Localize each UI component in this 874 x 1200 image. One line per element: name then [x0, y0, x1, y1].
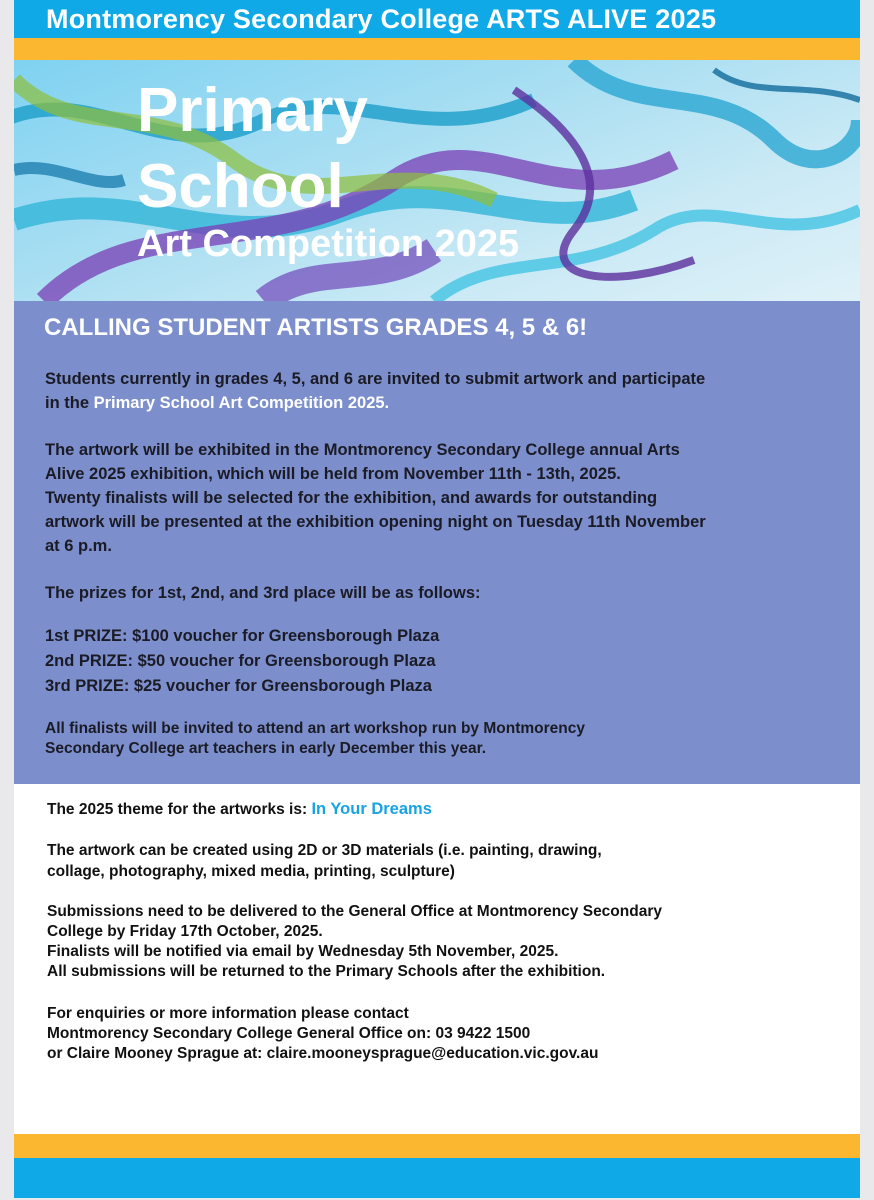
banner: [14, 60, 860, 301]
gold-divider-top: [14, 38, 860, 60]
intro-line-2: [45, 391, 389, 415]
gold-divider-bottom: [14, 1134, 860, 1158]
call-heading: CALLING STUDENT ARTISTS GRADES 4, 5 & 6!: [44, 314, 588, 341]
submission-line: Submissions need to be delivered to the General Office at Montmorency Secondary: [47, 903, 662, 920]
theme-label: The 2025 theme for the artworks is:: [47, 801, 312, 818]
banner-title-primary: Primary: [137, 76, 368, 145]
prize-third: 3rd PRIZE: $25 voucher for Greensborough Plaza: [45, 677, 432, 695]
exhibition-line: artwork will be presented at the exhibition opening night on Tuesday 11th November: [45, 513, 706, 531]
theme-value: In Your Dreams: [311, 800, 432, 818]
competition-name: Primary School Art Competition 2025.: [93, 394, 390, 412]
submission-line: Finalists will be notified via email by Wednesday 5th November, 2025.: [47, 943, 559, 960]
contact-line: For enquiries or more information please contact: [47, 1005, 409, 1022]
call-section: [14, 301, 860, 784]
contact-line: or Claire Mooney Sprague at: claire.mooneysprague@education.vic.gov.au: [47, 1045, 599, 1062]
exhibition-line: Twenty finalists will be selected for the exhibition, and awards for outstanding: [45, 489, 658, 507]
contact-line: Montmorency Secondary College General Office on: 03 9422 1500: [47, 1025, 531, 1042]
banner-subtitle: Art Competition 2025: [137, 223, 520, 265]
materials-line: collage, photography, mixed media, printing, sculpture): [47, 863, 455, 880]
exhibition-line: The artwork will be exhibited in the Montmorency Secondary College annual Arts: [45, 441, 680, 459]
info-section: [14, 784, 860, 1134]
prizes-intro: The prizes for 1st, 2nd, and 3rd place will be as follows:: [45, 584, 481, 602]
exhibition-line: at 6 p.m.: [45, 537, 112, 555]
banner-title-school: School: [137, 152, 344, 221]
exhibition-line: Alive 2025 exhibition, which will be held from November 11th - 13th, 2025.: [45, 465, 621, 483]
prize-first: 1st PRIZE: $100 voucher for Greensborough Plaza: [45, 627, 440, 645]
flyer-page: [14, 0, 860, 1198]
materials-line: The artwork can be created using 2D or 3D materials (i.e. painting, drawing,: [47, 842, 602, 859]
header-title: Montmorency Secondary College ARTS ALIVE 2025: [46, 4, 717, 34]
workshop-line: All finalists will be invited to attend an art workshop run by Montmorency: [45, 720, 585, 737]
prize-second: 2nd PRIZE: $50 voucher for Greensborough Plaza: [45, 652, 436, 670]
submission-line: All submissions will be returned to the Primary Schools after the exhibition.: [47, 963, 606, 980]
intro-line-2-text: in the: [45, 394, 94, 412]
submission-line: College by Friday 17th October, 2025.: [47, 923, 323, 940]
header-bar: [14, 0, 860, 38]
intro-line-1: Students currently in grades 4, 5, and 6 are invited to submit artwork and participate: [45, 370, 706, 388]
footer-bar: [14, 1158, 860, 1198]
theme-line: [47, 799, 432, 821]
workshop-line: Secondary College art teachers in early December this year.: [45, 740, 487, 757]
